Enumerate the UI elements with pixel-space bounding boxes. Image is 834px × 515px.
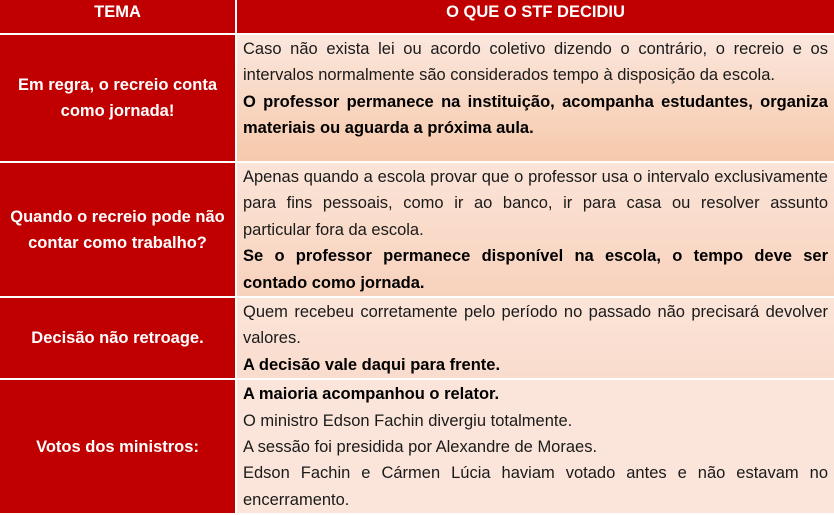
row-topic: Votos dos ministros: (0, 379, 236, 514)
header-tema: TEMA (0, 0, 236, 34)
description-highlight: A decisão vale daqui para frente. (243, 355, 501, 374)
description-text: Apenas quando a escola provar que o professor usa o intervalo exclusivamente para fins pessoais, como ir ao banco, ir para casa ou resolver assunto particular fora da escola. (243, 168, 828, 239)
row-description (236, 34, 834, 162)
description-highlight: Se o professor permanece disponível na escola, o tempo deve ser contado como jornada. (243, 247, 828, 292)
row-topic: Quando o recreio pode não contar como trabalho? (0, 162, 236, 297)
table-row (0, 379, 834, 514)
row-topic: Decisão não retroage. (0, 297, 236, 379)
description-text: Caso não exista lei ou acordo coletivo dizendo o contrário, o recreio e os intervalos normalmente são considerados tempo à disposição da escola. (243, 40, 828, 85)
description-text: O ministro Edson Fachin divergiu totalmente. (243, 411, 573, 430)
header-decisao: O QUE O STF DECIDIU (236, 0, 834, 34)
row-topic: Em regra, o recreio conta como jornada! (0, 34, 236, 162)
row-description (236, 297, 834, 379)
table-row (0, 162, 834, 297)
description-highlight: O professor permanece na instituição, acompanha estudantes, organiza materiais ou aguarda a próxima aula. (243, 92, 828, 138)
description-text: Edson Fachin e Cármen Lúcia haviam votado antes e não estavam no encerramento. (243, 464, 828, 509)
description-text: A sessão foi presidida por Alexandre de Moraes. (243, 438, 598, 457)
table-header-row (0, 0, 834, 34)
table-row (0, 34, 834, 162)
description-highlight: A maioria acompanhou o relator. (243, 385, 500, 404)
table-row (0, 297, 834, 379)
description-text: Quem recebeu corretamente pelo período no passado não precisará devolver valores. (243, 303, 828, 348)
row-description (236, 379, 834, 514)
row-description (236, 162, 834, 297)
